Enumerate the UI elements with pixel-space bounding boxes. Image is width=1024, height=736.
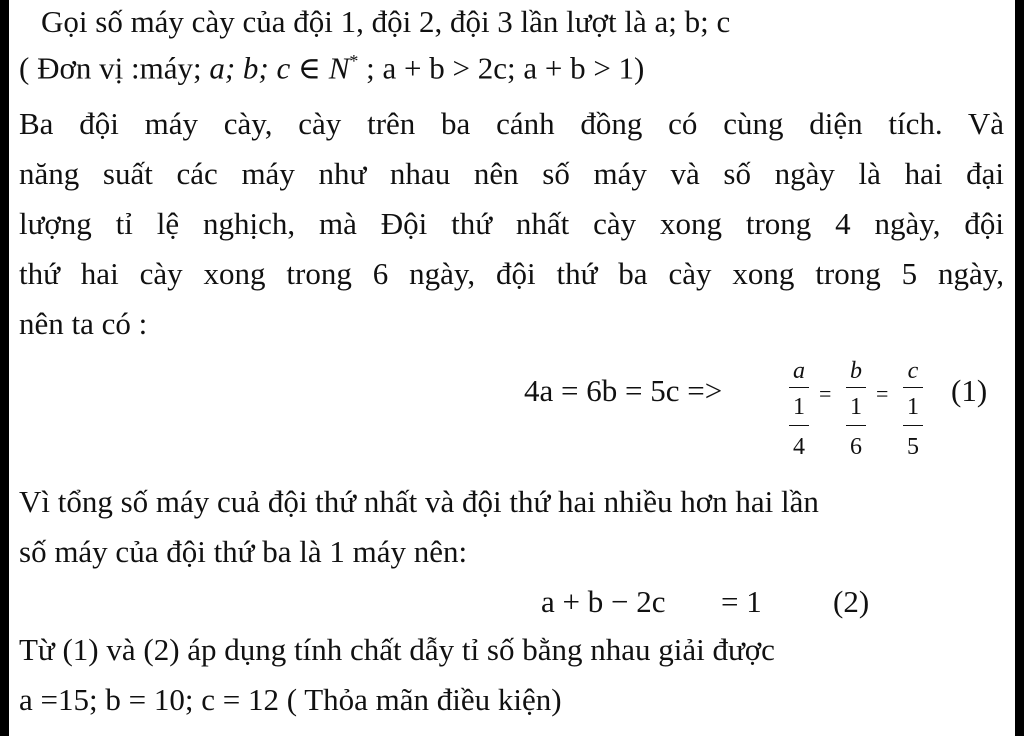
equation-2-expression: a + b − 2c [541, 584, 666, 619]
text-line-1: Gọi số máy cày của đội 1, đội 2, đội 3 lần lượt là a; b; c [41, 4, 731, 39]
equals-sign: = [876, 381, 889, 406]
text-line-7: nên ta có : [19, 306, 148, 341]
text-line-6: thứ hai cày xong trong 6 ngày, đội thứ ba cày xong trong 5 ngày, [19, 256, 1004, 291]
fraction-a-middle: 1 [793, 394, 805, 420]
text-line-11: a =15; b = 10; c = 12 ( Thỏa mãn điều kiện) [19, 682, 562, 717]
fraction-bar [903, 425, 923, 426]
text-line-5: lượng tỉ lệ nghịch, mà Đội thứ nhất cày xong trong 4 ngày, đội [19, 206, 1004, 241]
fraction-a-denominator: 4 [793, 434, 805, 460]
fraction-c-denominator: 5 [907, 434, 919, 460]
fraction-bar [846, 387, 866, 388]
text-line-4: năng suất các máy như nhau nên số máy và số ngày là hai đại [19, 156, 1004, 191]
equation-1-label: (1) [951, 373, 988, 408]
text-line-2 [19, 50, 645, 86]
text-line-8: Vì tổng số máy cuả đội thứ nhất và đội thứ hai nhiều hơn hai lần [19, 484, 819, 519]
fraction-c-numerator: c [907, 358, 919, 384]
document-page [6, 0, 1018, 736]
fraction-c-middle: 1 [907, 394, 919, 420]
natural-set-symbol: N [328, 50, 350, 86]
fraction-bar [846, 425, 866, 426]
variables-set: a; b; c [209, 50, 291, 86]
fraction-bar [789, 425, 809, 426]
fraction-b-middle: 1 [850, 394, 862, 420]
text-line-10: Từ (1) và (2) áp dụng tính chất dẫy tỉ số bằng nhau giải được [19, 632, 775, 667]
conditions-text: ; a + b > 2c; a + b > 1) [358, 50, 645, 86]
text-line-3: Ba đội máy cày, cày trên ba cánh đồng có cùng diện tích. Và [19, 106, 1004, 141]
equation-2-label: (2) [833, 584, 870, 619]
equation-2-value: = 1 [721, 584, 762, 619]
text-line-9: số máy của đội thứ ba là 1 máy nên: [19, 534, 468, 569]
fraction-b-numerator: b [850, 358, 862, 384]
equals-sign: = [819, 381, 832, 406]
fraction-bar [903, 387, 923, 388]
unit-open: ( Đơn vị :máy; [19, 50, 210, 86]
fraction-b-denominator: 6 [850, 434, 862, 460]
fraction-bar [789, 387, 809, 388]
equation-1-lhs: 4a = 6b = 5c => [524, 373, 723, 408]
fraction-a-numerator: a [793, 358, 805, 384]
element-of-symbol: ∈ [290, 50, 329, 86]
star-superscript: * [349, 51, 359, 71]
